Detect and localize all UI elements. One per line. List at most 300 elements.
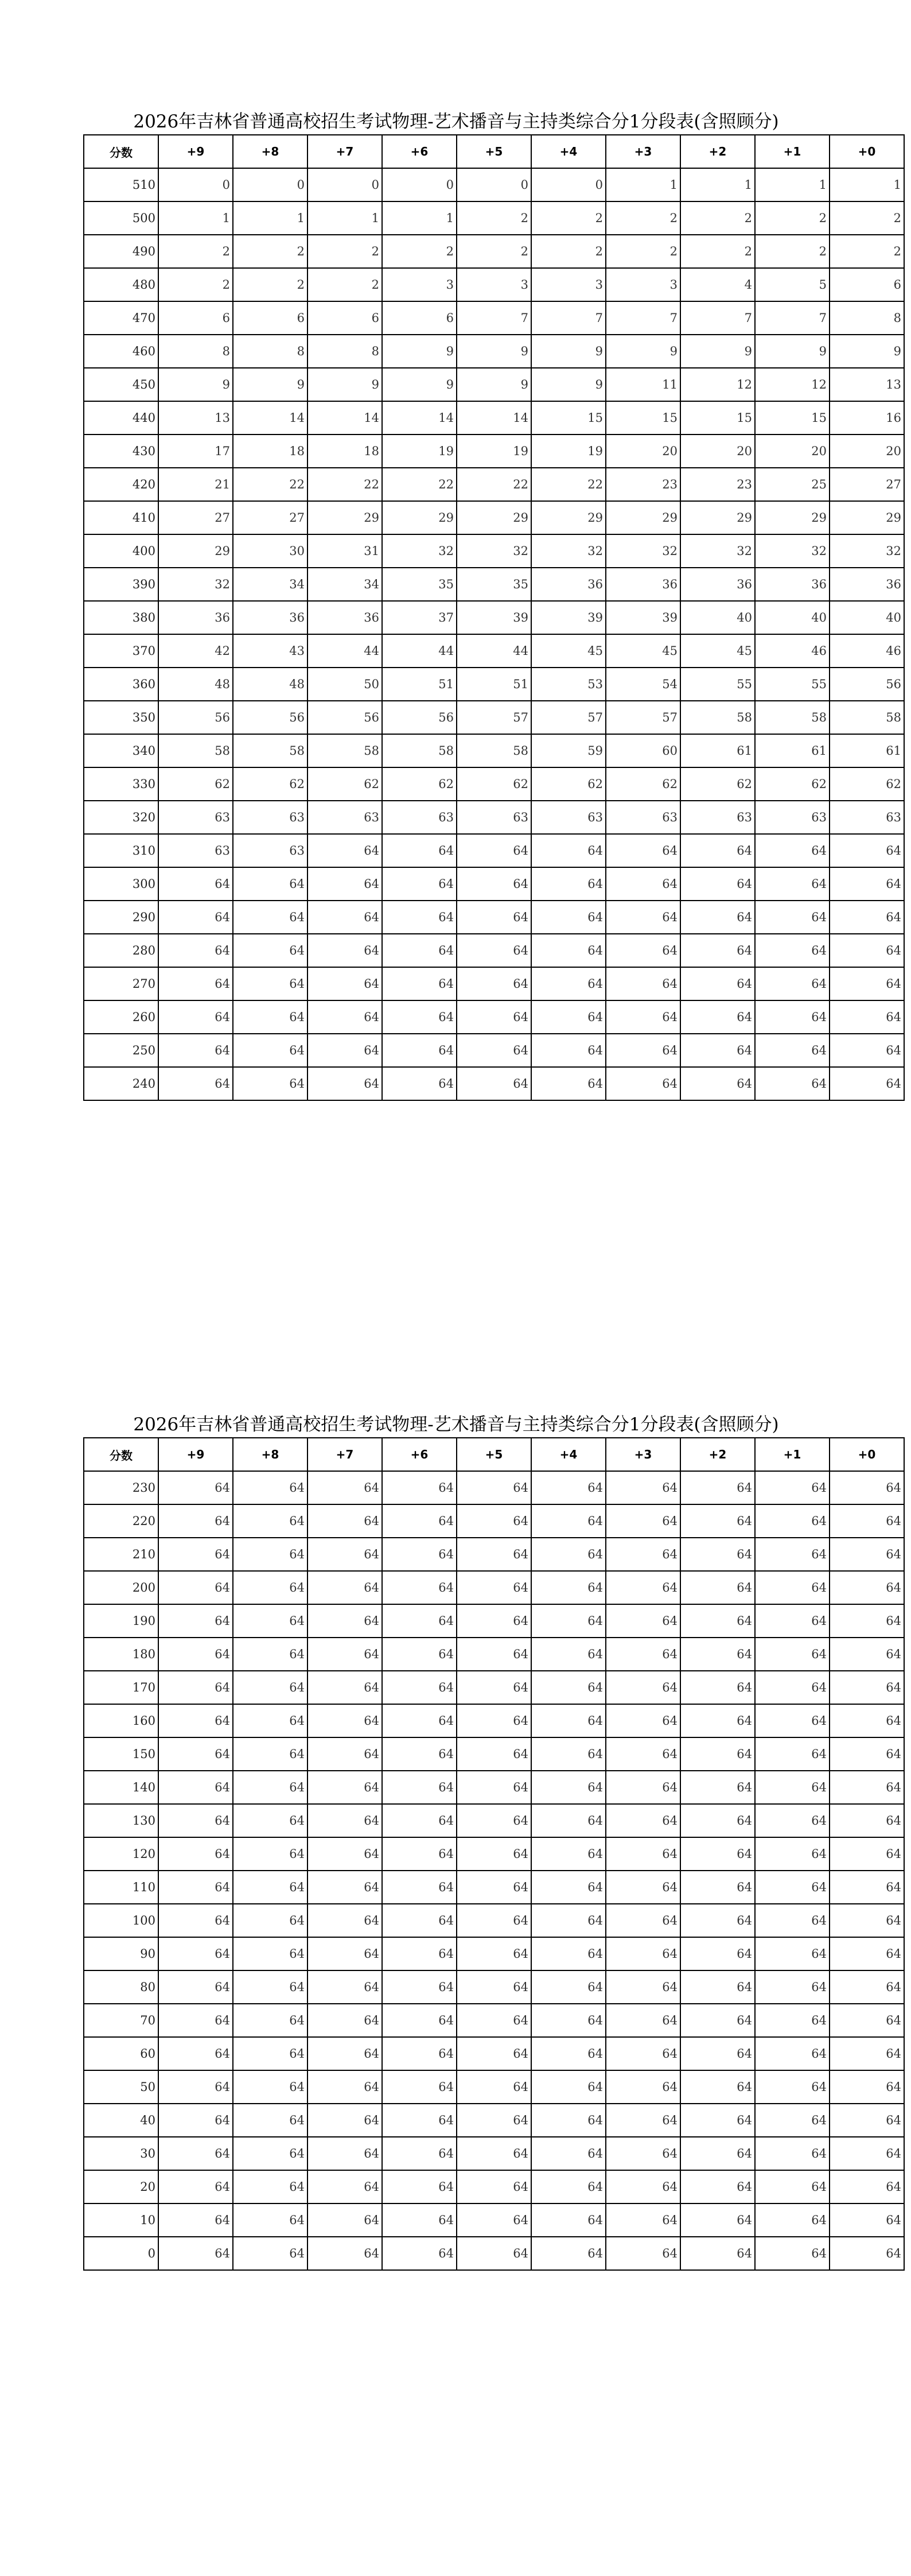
table-row [84,501,904,534]
count-cell: 31 [307,534,382,568]
count-cell: 7 [531,301,606,335]
count-cell: 64 [531,1970,606,2004]
count-cell: 1 [307,201,382,235]
count-cell: 64 [457,1034,531,1067]
count-cell: 64 [158,2104,233,2137]
count-cell: 64 [158,1504,233,1538]
count-cell: 43 [233,634,307,668]
count-cell: 29 [382,501,457,534]
count-cell: 64 [307,2004,382,2037]
score-table-page-2 [83,1412,901,2271]
count-cell: 50 [307,668,382,701]
count-cell: 39 [531,601,606,634]
count-cell: 63 [158,801,233,834]
count-cell: 12 [680,368,755,401]
count-cell: 64 [531,1737,606,1771]
count-cell: 63 [233,801,307,834]
score-cell: 260 [84,1000,158,1034]
count-cell: 64 [755,1571,830,1604]
count-cell: 36 [531,568,606,601]
count-cell: 64 [457,1671,531,1704]
score-distribution-table [83,1437,905,2271]
count-cell: 55 [680,668,755,701]
count-cell: 2 [233,235,307,268]
count-cell: 64 [233,1771,307,1804]
count-cell: 64 [606,2070,680,2104]
count-cell: 64 [755,1737,830,1771]
count-cell: 64 [457,1000,531,1034]
table-row [84,1000,904,1034]
count-cell: 64 [307,1771,382,1804]
count-cell: 64 [457,1737,531,1771]
count-cell: 7 [457,301,531,335]
count-cell: 2 [755,235,830,268]
score-cell: 360 [84,668,158,701]
count-cell: 64 [233,901,307,934]
count-cell: 64 [606,1571,680,1604]
column-header-offset: +5 [457,135,531,168]
count-cell: 64 [233,1571,307,1604]
count-cell: 56 [307,701,382,734]
count-cell: 64 [382,1471,457,1504]
count-cell: 2 [830,201,904,235]
count-cell: 64 [233,1737,307,1771]
score-cell: 400 [84,534,158,568]
count-cell: 64 [233,1704,307,1737]
count-cell: 64 [307,1571,382,1604]
count-cell: 57 [457,701,531,734]
table-row [84,701,904,734]
score-cell: 480 [84,268,158,301]
score-cell: 370 [84,634,158,668]
count-cell: 64 [307,967,382,1000]
count-cell: 64 [233,934,307,967]
count-cell: 14 [382,401,457,434]
count-cell: 64 [382,2070,457,2104]
count-cell: 64 [158,1737,233,1771]
count-cell: 64 [382,934,457,967]
count-cell: 64 [158,2004,233,2037]
count-cell: 64 [158,2137,233,2170]
count-cell: 64 [307,2104,382,2137]
count-cell: 64 [457,967,531,1000]
count-cell: 64 [755,1704,830,1737]
count-cell: 64 [755,934,830,967]
count-cell: 61 [830,734,904,767]
count-cell: 45 [680,634,755,668]
count-cell: 64 [382,1671,457,1704]
table-row [84,1638,904,1671]
count-cell: 32 [680,534,755,568]
count-cell: 64 [307,1937,382,1970]
count-cell: 4 [680,268,755,301]
count-cell: 2 [606,235,680,268]
count-cell: 57 [531,701,606,734]
count-cell: 2 [158,235,233,268]
count-cell: 64 [830,1871,904,1904]
score-cell: 100 [84,1904,158,1937]
score-cell: 60 [84,2037,158,2070]
table-row [84,668,904,701]
column-header-offset: +0 [830,1438,904,1471]
count-cell: 64 [307,1034,382,1067]
count-cell: 64 [606,834,680,867]
count-cell: 64 [233,1034,307,1067]
count-cell: 27 [158,501,233,534]
column-header-offset: +4 [531,135,606,168]
count-cell: 64 [382,2037,457,2070]
count-cell: 2 [606,201,680,235]
count-cell: 64 [755,1067,830,1100]
count-cell: 64 [307,2137,382,2170]
count-cell: 64 [457,1471,531,1504]
count-cell: 64 [457,2237,531,2270]
count-cell: 64 [755,1804,830,1837]
column-header-score: 分数 [84,135,158,168]
count-cell: 36 [830,568,904,601]
count-cell: 62 [606,767,680,801]
count-cell: 3 [606,268,680,301]
count-cell: 46 [830,634,904,668]
count-cell: 64 [680,1604,755,1638]
table-row [84,901,904,934]
count-cell: 56 [382,701,457,734]
score-cell: 50 [84,2070,158,2104]
count-cell: 64 [457,1504,531,1538]
count-cell: 64 [307,901,382,934]
count-cell: 6 [307,301,382,335]
count-cell: 64 [233,2104,307,2137]
count-cell: 64 [382,1937,457,1970]
count-cell: 64 [233,1904,307,1937]
table-row [84,401,904,434]
table-row [84,2170,904,2203]
count-cell: 1 [830,168,904,201]
count-cell: 20 [830,434,904,468]
count-cell: 32 [531,534,606,568]
count-cell: 64 [158,1704,233,1737]
count-cell: 63 [830,801,904,834]
count-cell: 64 [457,1871,531,1904]
count-cell: 64 [457,2137,531,2170]
table-row [84,168,904,201]
count-cell: 0 [457,168,531,201]
count-cell: 13 [830,368,904,401]
count-cell: 64 [307,1000,382,1034]
table-row [84,1704,904,1737]
column-header-offset: +1 [755,1438,830,1471]
table-title: 2026年吉林省普通高校招生考试物理-艺术播音与主持类综合分1分段表(含照顾分) [133,111,779,132]
count-cell: 64 [531,1937,606,1970]
column-header-offset: +3 [606,1438,680,1471]
count-cell: 6 [830,268,904,301]
table-row [84,934,904,967]
count-cell: 64 [233,1604,307,1638]
count-cell: 64 [457,1970,531,2004]
count-cell: 1 [606,168,680,201]
count-cell: 64 [830,2004,904,2037]
count-cell: 9 [158,368,233,401]
column-header-offset: +0 [830,135,904,168]
count-cell: 44 [457,634,531,668]
count-cell: 64 [382,1504,457,1538]
count-cell: 64 [830,2203,904,2237]
table-row [84,1970,904,2004]
count-cell: 63 [382,801,457,834]
count-cell: 64 [233,1504,307,1538]
score-cell: 70 [84,2004,158,2037]
score-cell: 290 [84,901,158,934]
table-row [84,2137,904,2170]
count-cell: 64 [382,834,457,867]
count-cell: 2 [307,235,382,268]
count-cell: 58 [680,701,755,734]
count-cell: 64 [531,2004,606,2037]
count-cell: 32 [830,534,904,568]
count-cell: 64 [307,867,382,901]
count-cell: 64 [233,1000,307,1034]
count-cell: 64 [307,2170,382,2203]
count-cell: 64 [457,1804,531,1837]
score-cell: 500 [84,201,158,235]
count-cell: 64 [307,1704,382,1737]
count-cell: 32 [158,568,233,601]
count-cell: 64 [531,1871,606,1904]
count-cell: 64 [233,1970,307,2004]
score-cell: 120 [84,1837,158,1871]
count-cell: 9 [680,335,755,368]
count-cell: 64 [382,1871,457,1904]
table-row [84,1067,904,1100]
score-cell: 20 [84,2170,158,2203]
table-row [84,335,904,368]
count-cell: 60 [606,734,680,767]
count-cell: 64 [755,2137,830,2170]
count-cell: 9 [457,335,531,368]
score-cell: 490 [84,235,158,268]
count-cell: 12 [755,368,830,401]
count-cell: 64 [755,1871,830,1904]
count-cell: 64 [233,2237,307,2270]
count-cell: 1 [680,168,755,201]
count-cell: 64 [680,1837,755,1871]
count-cell: 63 [531,801,606,834]
count-cell: 9 [457,368,531,401]
count-cell: 36 [606,568,680,601]
count-cell: 18 [307,434,382,468]
count-cell: 62 [307,767,382,801]
count-cell: 64 [158,967,233,1000]
count-cell: 64 [755,2170,830,2203]
count-cell: 2 [531,201,606,235]
count-cell: 64 [606,2004,680,2037]
table-header-row [84,135,904,168]
count-cell: 2 [531,235,606,268]
count-cell: 36 [158,601,233,634]
count-cell: 64 [307,1067,382,1100]
count-cell: 9 [382,368,457,401]
score-cell: 0 [84,2237,158,2270]
count-cell: 64 [531,1504,606,1538]
count-cell: 64 [606,1604,680,1638]
count-cell: 40 [680,601,755,634]
count-cell: 2 [457,235,531,268]
count-cell: 64 [755,1504,830,1538]
table-row [84,1871,904,1904]
count-cell: 6 [382,301,457,335]
count-cell: 27 [233,501,307,534]
count-cell: 64 [606,1638,680,1671]
count-cell: 64 [382,2170,457,2203]
count-cell: 61 [755,734,830,767]
count-cell: 21 [158,468,233,501]
table-row [84,2004,904,2037]
table-row [84,2203,904,2237]
count-cell: 64 [382,1904,457,1937]
count-cell: 64 [606,1671,680,1704]
count-cell: 64 [830,1704,904,1737]
count-cell: 64 [606,2137,680,2170]
column-header-score: 分数 [84,1438,158,1471]
count-cell: 64 [755,1837,830,1871]
count-cell: 64 [457,1067,531,1100]
count-cell: 64 [680,1034,755,1067]
count-cell: 3 [457,268,531,301]
count-cell: 64 [830,1571,904,1604]
count-cell: 40 [755,601,830,634]
count-cell: 64 [680,1571,755,1604]
count-cell: 64 [830,2104,904,2137]
count-cell: 64 [531,1604,606,1638]
count-cell: 14 [307,401,382,434]
count-cell: 64 [457,1538,531,1571]
count-cell: 64 [307,1638,382,1671]
score-table-page-1 [83,109,901,1101]
count-cell: 64 [158,2203,233,2237]
count-cell: 64 [158,1771,233,1804]
count-cell: 8 [307,335,382,368]
count-cell: 64 [680,1871,755,1904]
count-cell: 64 [531,2203,606,2237]
count-cell: 64 [606,867,680,901]
table-row [84,235,904,268]
column-header-offset: +3 [606,135,680,168]
count-cell: 64 [233,1837,307,1871]
count-cell: 64 [307,1471,382,1504]
count-cell: 63 [680,801,755,834]
count-cell: 46 [755,634,830,668]
score-cell: 430 [84,434,158,468]
table-row [84,301,904,335]
count-cell: 15 [606,401,680,434]
count-cell: 64 [307,2070,382,2104]
table-row [84,468,904,501]
table-row [84,434,904,468]
count-cell: 64 [158,1604,233,1638]
count-cell: 25 [755,468,830,501]
table-row [84,1471,904,1504]
count-cell: 64 [233,2070,307,2104]
count-cell: 64 [830,1771,904,1804]
count-cell: 64 [680,1970,755,2004]
score-cell: 220 [84,1504,158,1538]
count-cell: 44 [382,634,457,668]
count-cell: 42 [158,634,233,668]
count-cell: 2 [830,235,904,268]
count-cell: 64 [680,1737,755,1771]
score-cell: 420 [84,468,158,501]
count-cell: 64 [755,1904,830,1937]
count-cell: 23 [606,468,680,501]
table-title: 2026年吉林省普通高校招生考试物理-艺术播音与主持类综合分1分段表(含照顾分) [133,1414,779,1435]
count-cell: 64 [755,1034,830,1067]
count-cell: 64 [382,901,457,934]
score-cell: 160 [84,1704,158,1737]
count-cell: 64 [233,1067,307,1100]
count-cell: 64 [531,2237,606,2270]
score-cell: 180 [84,1638,158,1671]
count-cell: 34 [233,568,307,601]
count-cell: 62 [830,767,904,801]
score-cell: 80 [84,1970,158,2004]
count-cell: 64 [531,2104,606,2137]
count-cell: 35 [382,568,457,601]
count-cell: 32 [457,534,531,568]
count-cell: 9 [531,368,606,401]
count-cell: 27 [830,468,904,501]
count-cell: 64 [233,1638,307,1671]
score-cell: 250 [84,1034,158,1067]
column-header-offset: +2 [680,1438,755,1471]
count-cell: 64 [606,2170,680,2203]
count-cell: 29 [531,501,606,534]
count-cell: 64 [531,1571,606,1604]
count-cell: 0 [233,168,307,201]
count-cell: 64 [531,1471,606,1504]
table-row [84,767,904,801]
count-cell: 7 [755,301,830,335]
count-cell: 2 [680,201,755,235]
count-cell: 64 [830,1804,904,1837]
score-cell: 340 [84,734,158,767]
count-cell: 1 [158,201,233,235]
count-cell: 64 [830,1471,904,1504]
score-cell: 280 [84,934,158,967]
count-cell: 64 [382,1704,457,1737]
count-cell: 64 [606,2104,680,2137]
score-cell: 210 [84,1538,158,1571]
count-cell: 64 [382,2137,457,2170]
count-cell: 64 [457,1937,531,1970]
count-cell: 23 [680,468,755,501]
count-cell: 64 [158,1671,233,1704]
count-cell: 64 [457,2203,531,2237]
count-cell: 64 [680,2004,755,2037]
score-cell: 390 [84,568,158,601]
count-cell: 64 [457,1604,531,1638]
count-cell: 64 [680,1804,755,1837]
count-cell: 64 [307,1904,382,1937]
count-cell: 64 [531,1067,606,1100]
table-row [84,1034,904,1067]
count-cell: 58 [755,701,830,734]
count-cell: 64 [382,1970,457,2004]
count-cell: 64 [457,1571,531,1604]
count-cell: 64 [307,1604,382,1638]
count-cell: 64 [457,1771,531,1804]
count-cell: 8 [158,335,233,368]
count-cell: 64 [531,1704,606,1737]
